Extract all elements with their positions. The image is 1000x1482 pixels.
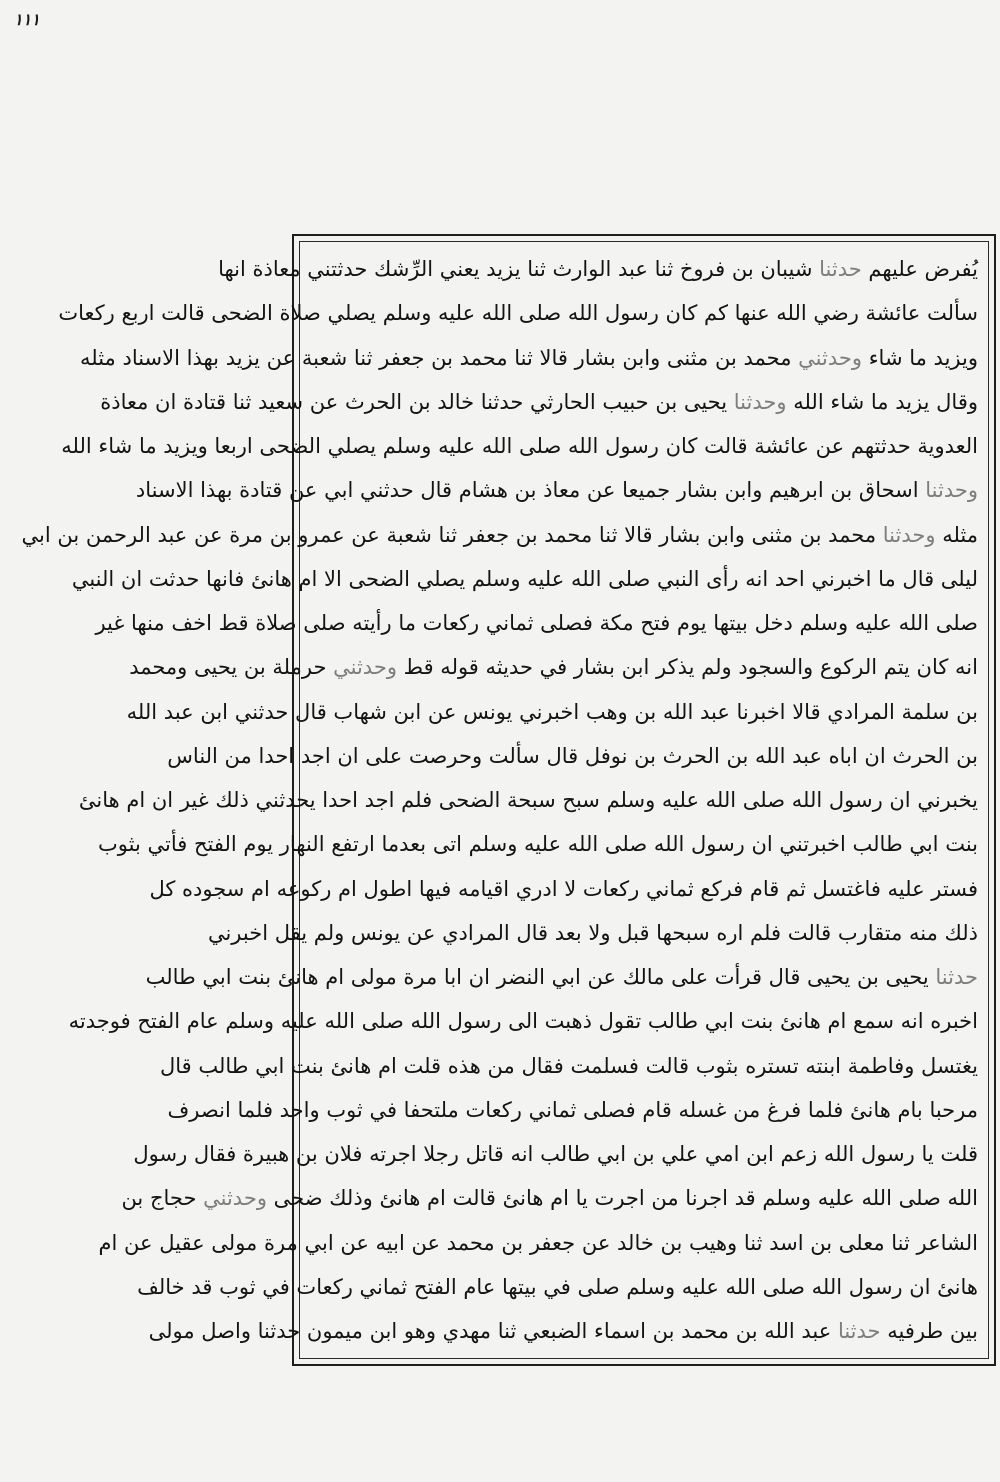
line-text: صلى الله عليه وسلم دخل بيتها يوم فتح مكة فصلى ثماني ركعات ما رأيته صلى صلاة قط اخف منها غير xyxy=(95,611,978,635)
narrator-rubric: حدثنا xyxy=(837,1319,881,1343)
text-line xyxy=(167,737,978,775)
line-text-continued: اسحاق بن ابرهيم وابن بشار جميعا عن معاذ بن هشام قال حدثني ابي عن قتادة بهذا الاسناد xyxy=(135,478,919,503)
narrator-rubric: وحدثني xyxy=(798,345,862,370)
text-line xyxy=(149,870,978,908)
line-text-continued: يحيى بن حبيب الحارثي حدثنا خالد بن الحرث عن سعيد ثنا قتادة ان معاذة xyxy=(100,389,728,414)
line-text: سألت عائشة رضي الله عنها كم كان رسول الله صلى الله عليه وسلم يصلي صلاة الضحى قالت اربع ركعات xyxy=(58,301,978,326)
line-text-continued: يحيى بن يحيى قال قرأت على مالك عن ابي النضر ان ابا مرة مولى ام هانئ بنت ابي طالب xyxy=(145,965,929,989)
narrator-rubric: وحدثنا xyxy=(882,522,936,547)
text-line xyxy=(159,1047,978,1085)
text-line xyxy=(68,1002,978,1040)
text-line xyxy=(78,781,978,819)
narrator-rubric: حدثنا xyxy=(819,257,862,281)
text-line xyxy=(95,604,978,642)
text-line xyxy=(167,1091,978,1129)
line-text-continued: شيبان بن فروخ ثنا عبد الوارث ثنا يزيد يعني الرِّشك حدثتني معاذة انها xyxy=(218,257,813,281)
line-text: بن سلمة المرادي قالا اخبرنا عبد الله بن وهب اخبرني يونس عن ابن شهاب قال حدثني ابن عبد الله xyxy=(126,699,978,724)
line-text: بن الحرث ان اباه عبد الله بن الحرث بن نوفل قال سألت وحرصت على ان اجد احدا من الناس xyxy=(167,743,978,768)
text-line xyxy=(145,958,978,996)
text-line xyxy=(121,1179,978,1217)
line-text: انه كان يتم الركوع والسجود ولم يذكر ابن بشار في حديثه قوله قط xyxy=(403,655,978,680)
line-text: ليلى قال ما اخبرني احد انه رأى النبي صلى الله عليه وسلم يصلي الضحى الا ام هانئ فانها حدثت ان النبي xyxy=(71,566,978,591)
line-text: العدوية حدثتهم عن عائشة قالت كان رسول الله صلى الله عليه وسلم يصلي الضحى اربعا ويزيد ما شاء الله xyxy=(61,434,978,458)
line-text: بين طرفيه xyxy=(887,1319,978,1343)
narrator-rubric: وحدثنا xyxy=(925,478,978,503)
line-text: وقال يزيد ما شاء الله xyxy=(793,389,978,414)
text-line xyxy=(126,693,978,731)
line-text-continued: محمد بن مثنى وابن بشار قالا ثنا محمد بن جعفر ثنا شعبة عن يزيد بهذا الاسناد مثله xyxy=(80,345,792,370)
line-text: اخبره انه سمع ام هانئ بنت ابي طالب تقول ذهبت الى رسول الله صلى الله عليه وسلم عام الفتح فوجدته xyxy=(68,1009,978,1034)
text-line xyxy=(100,383,978,421)
manuscript-text-block xyxy=(21,250,978,1350)
text-line xyxy=(80,339,978,377)
text-line xyxy=(137,1268,978,1306)
line-text-continued: حرملة بن يحيى ومحمد xyxy=(129,655,327,680)
line-text: مثله xyxy=(942,522,978,547)
line-text: ذلك منه متقارب قالت فلم اره سبحها قبل ولا بعد قال المرادي عن يونس ولم يقل اخبرني xyxy=(207,920,978,945)
narrator-rubric: حدثنا xyxy=(935,965,978,989)
narrator-rubric: وحدثني xyxy=(333,655,397,680)
text-line xyxy=(135,471,978,509)
text-line xyxy=(129,648,978,686)
line-text: يغتسل وفاطمة ابنته تستره بثوب قالت فسلمت فقال من هذه قلت ام هانئ بنت ابي طالب قال xyxy=(159,1053,978,1078)
line-text: الله صلى الله عليه وسلم قد اجرنا من اجرت يا ام هانئ قالت ام هانئ وذلك ضحى xyxy=(273,1186,978,1211)
text-line xyxy=(98,825,978,863)
line-text-continued: محمد بن مثنى وابن بشار قالا ثنا محمد بن جعفر ثنا شعبة عن عمرو بن مرة عن عبد الرحمن بن ابي xyxy=(21,522,877,547)
text-line xyxy=(58,294,978,332)
line-text: ويزيد ما شاء xyxy=(868,345,978,370)
text-line xyxy=(21,516,978,554)
line-text: قلت يا رسول الله زعم ابن امي علي بن ابي طالب انه قاتل رجلا اجرته فلان بن هبيرة فقال رسول xyxy=(133,1142,978,1166)
line-text-continued: حجاج بن xyxy=(121,1186,197,1211)
narrator-rubric: وحدثنا xyxy=(733,389,787,414)
text-line xyxy=(148,1312,978,1350)
narrator-rubric: وحدثني xyxy=(203,1186,267,1211)
line-text: بنت ابي طالب اخبرتني ان رسول الله صلى الله عليه وسلم اتى بعدما ارتفع النهار يوم الفتح فأتي بثوب xyxy=(98,832,978,857)
text-line xyxy=(98,1224,978,1262)
line-text-continued: عبد الله بن محمد بن اسماء الضبعي ثنا مهدي وهو ابن ميمون حدثنا واصل مولى xyxy=(148,1319,832,1343)
line-text: مرحبا بام هانئ فلما فرغ من غسله قام فصلى ثماني ركعات ملتحفا في ثوب واحد فلما انصرف xyxy=(167,1097,978,1122)
line-text: فستر عليه فاغتسل ثم قام فركع ثماني ركعات لا ادري اقيامه فيها اطول ام ركوعه ام سجوده كل xyxy=(149,876,978,901)
text-line xyxy=(71,560,978,598)
folio-number: ١١١ xyxy=(14,10,40,29)
line-text: يخبرني ان رسول الله صلى الله عليه وسلم سبح سبحة الضحى فلم اجد احدا يحدثني ذلك غير ان ام هانئ xyxy=(78,788,978,812)
text-line xyxy=(133,1135,978,1173)
line-text: هانئ ان رسول الله صلى الله عليه وسلم صلى في بيتها عام الفتح ثماني ركعات في ثوب قد خالف xyxy=(137,1274,978,1299)
line-text: الشاعر ثنا معلى بن اسد ثنا وهيب بن خالد عن جعفر بن محمد عن ابيه عن ابي مرة مولى عقيل عن ام xyxy=(98,1230,978,1255)
line-text: يُفرض عليهم xyxy=(868,257,978,281)
text-line xyxy=(61,427,978,465)
text-line xyxy=(207,914,978,952)
text-line xyxy=(218,250,978,288)
